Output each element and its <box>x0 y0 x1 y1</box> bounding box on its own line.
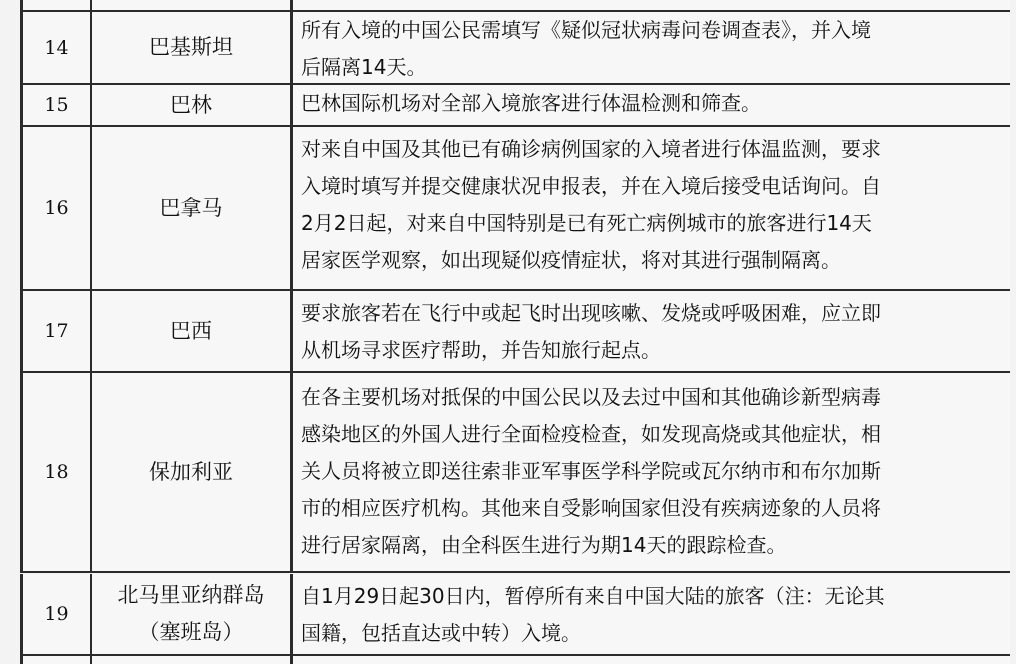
country-name: 巴西 <box>170 318 212 343</box>
country-name: 巴林 <box>170 92 212 117</box>
policy-line: 国籍，包括直达或中转）入境。 <box>301 621 581 645</box>
row-number-cell: 19 <box>23 574 92 654</box>
policy-line: 进行居家隔离，由全科医生进行为期14天的跟踪检查。 <box>301 533 787 557</box>
policy-line: 居家医学观察，如出现疑似疫情症状，将对其进行强制隔离。 <box>301 248 841 272</box>
country-cell <box>92 12 293 83</box>
policy-line: 对来自中国及其他已有确诊病例国家的入境者进行体温监测，要求 <box>301 137 881 161</box>
policy-line: 感染地区的外国人进行全面检疫检查，如发现高烧或其他症状，相 <box>301 422 881 446</box>
country-cell <box>92 0 293 10</box>
policy-cell <box>293 373 1010 571</box>
policy-cell <box>293 0 1010 10</box>
country-name: 巴基斯坦 <box>149 35 233 59</box>
row-number-cell: 15 <box>23 85 92 125</box>
table-row <box>20 291 1010 373</box>
table-row <box>20 0 1010 12</box>
policy-line: 要求旅客若在飞行中或起飞时出现咳嗽、发烧或呼吸困难，应立即 <box>301 301 881 325</box>
row-number-cell <box>23 0 92 10</box>
policy-line: 在各主要机场对抵保的中国公民以及去过中国和其他确诊新型病毒 <box>301 385 881 409</box>
policy-line: 从机场寻求医疗帮助，并告知旅行起点。 <box>301 338 661 362</box>
country-cell <box>92 574 293 654</box>
row-number-cell: 14 <box>23 12 92 83</box>
policy-line: 入境时填写并提交健康状况申报表，并在入境后接受电话询问。自 <box>301 174 881 198</box>
policy-line: 市的相应医疗机构。其他来自受影响国家但没有疾病迹象的人员将 <box>301 496 881 520</box>
country-cell <box>92 127 293 289</box>
policy-line: 巴林国际机场对全部入境旅客进行体温检测和筛查。 <box>301 91 761 115</box>
country-name: 保加利亚 <box>149 459 233 484</box>
row-number-cell: 18 <box>23 373 92 571</box>
policy-line: 2月2日起，对来自中国特别是已有死亡病例城市的旅客进行14天 <box>301 211 872 235</box>
policy-line: 关人员将被立即送往索非亚军事医学科学院或瓦尔纳市和布尔加斯 <box>301 459 881 483</box>
policy-cell <box>293 656 1010 664</box>
policy-table <box>20 0 1010 664</box>
policy-cell <box>293 12 1010 83</box>
policy-line: 后隔离14天。 <box>301 55 427 79</box>
country-cell <box>92 656 293 664</box>
row-number-cell <box>23 656 92 664</box>
row-number-cell: 17 <box>23 291 92 371</box>
country-name: 北马里亚纳群岛 <box>117 583 265 607</box>
row-number-cell: 16 <box>23 127 92 289</box>
country-name: 巴拿马 <box>159 195 223 220</box>
policy-line: 自1月29日起30日内，暂停所有来自中国大陆的旅客（注：无论其 <box>301 584 885 608</box>
country-cell <box>92 291 293 371</box>
country-cell <box>92 373 293 571</box>
country-cell <box>92 85 293 125</box>
table-row <box>20 85 1010 127</box>
table-row <box>20 574 1010 656</box>
policy-line: 所有入境的中国公民需填写《疑似冠状病毒问卷调查表》，并入境 <box>301 18 871 42</box>
policy-cell <box>293 85 1010 125</box>
table-row <box>20 373 1010 573</box>
table-row <box>20 656 1010 664</box>
country-name-note: （塞班岛） <box>138 620 244 644</box>
policy-cell <box>293 574 1010 654</box>
policy-cell <box>293 291 1010 371</box>
table-row <box>20 127 1010 291</box>
policy-cell <box>293 127 1010 289</box>
table-row <box>20 12 1010 85</box>
